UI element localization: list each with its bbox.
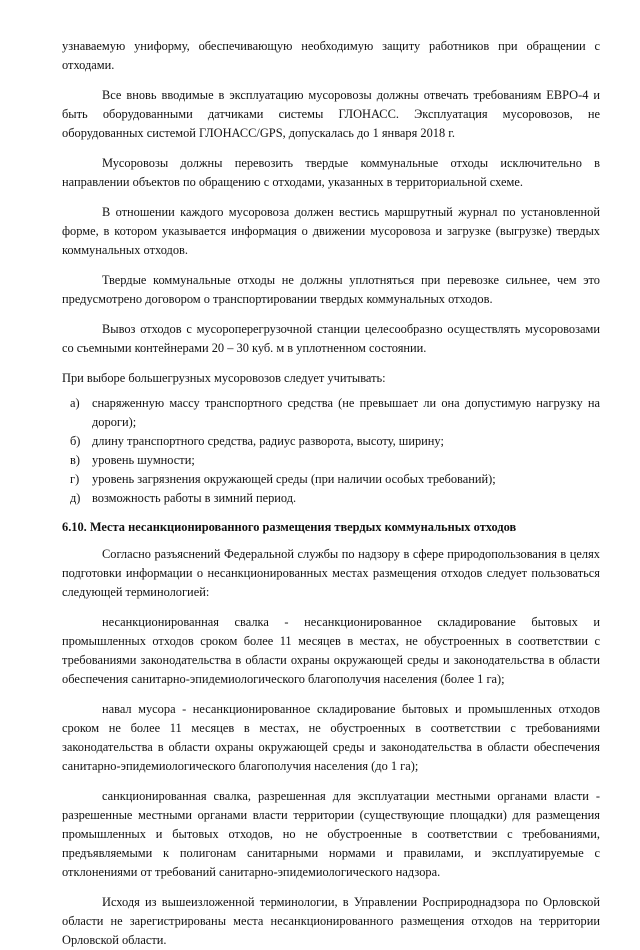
list-item bbox=[62, 489, 600, 508]
list-marker: б) bbox=[70, 434, 81, 448]
list-item bbox=[62, 394, 600, 432]
paragraph-garbage-heap: навал мусора - несанкционированное складирование бытовых и промышленных отходов сроком не более 11 месяцев в местах, не обустроенных в соответствии с требованиями законодательства в области охраны окружающей среды и законодательства в области обеспечения санитарно-эпидемиологического благополучия населения (до 1 га); bbox=[62, 702, 600, 773]
list-item-text: уровень шумности; bbox=[92, 453, 195, 467]
paragraph-list-intro: При выборе большегрузных мусоровозов следует учитывать: bbox=[62, 371, 386, 385]
list-item bbox=[62, 432, 600, 451]
list-marker: в) bbox=[70, 453, 80, 467]
truck-selection-list bbox=[62, 394, 600, 508]
paragraph-euro4-glonass: Все вновь вводимые в эксплуатацию мусоровозы должны отвечать требованиям ЕВРО-4 и быть оборудованными датчиками системы ГЛОНАСС. Эксплуатация мусоровозов, не оборудованных системой ГЛОНАСС/GPS, допускалась до 1 января 2018 г. bbox=[62, 88, 600, 140]
list-item bbox=[62, 451, 600, 470]
section-heading: 6.10. Места несанкционированного размещения твердых коммунальных отходов bbox=[62, 520, 517, 534]
paragraph-terminology-intro: Согласно разъяснений Федеральной службы по надзору в сфере природопользования в целях подготовки информации о несанкционированных местах размещения отходов следует пользоваться следующей терминологией: bbox=[62, 547, 600, 599]
list-marker: а) bbox=[70, 396, 80, 410]
paragraph-compaction: Твердые коммунальные отходы не должны уплотняться при перевозке сильнее, чем это предусмотрено договором о транспортировании твердых коммунальных отходов. bbox=[62, 273, 600, 306]
list-item-text: возможность работы в зимний период. bbox=[92, 491, 297, 505]
paragraph-authorized-dump: санкционированная свалка, разрешенная для эксплуатации местными органами власти - разрешенные местными органами власти территории (существующие площадки) для размещения промышленных и бытовых отходов, но не обустроенные в соответствии с требованиями, предъявляемыми к полигонам санитарными нормами и правилами, и эксплуатируемые с отклонениями от требований санитарно-эпидемиологического надзора. bbox=[62, 789, 600, 879]
paragraph-uniform: узнаваемую униформу, обеспечивающую необходимую защиту работников при обращении с отходами. bbox=[62, 39, 600, 72]
paragraph-transfer-station: Вывоз отходов с мусороперегрузочной станции целесообразно осуществлять мусоровозами со съемными контейнерами 20 – 30 куб. м в уплотненном состоянии. bbox=[62, 322, 600, 355]
list-item-text: уровень загрязнения окружающей среды (при наличии особых требований); bbox=[92, 472, 496, 486]
paragraph-route-journal: В отношении каждого мусоровоза должен вестись маршрутный журнал по установленной форме, в котором указывается информация о движении мусоровоза и загрузке (выгрузке) твердых коммунальных отходов. bbox=[62, 205, 600, 257]
list-item bbox=[62, 470, 600, 489]
paragraph-transport-direction: Мусоровозы должны перевозить твердые коммунальные отходы исключительно в направлении объектов по обращению с отходами, указанных в территориальной схеме. bbox=[62, 156, 600, 189]
list-marker: г) bbox=[70, 472, 80, 486]
paragraph-unauthorized-dump: несанкционированная свалка - несанкционированное складирование бытовых и промышленных отходов сроком более 11 месяцев в местах, не обустроенных в соответствии с требованиями законодательства в области охраны окружающей среды и законодательства в области обеспечения санитарно-эпидемиологического благополучия населения (более 1 га); bbox=[62, 615, 600, 686]
list-marker: д) bbox=[70, 491, 81, 505]
list-item-text: длину транспортного средства, радиус разворота, высоту, ширину; bbox=[92, 434, 444, 448]
list-item-text: снаряженную массу транспортного средства (не превышает ли она допустимую нагрузку на дороги); bbox=[92, 396, 600, 429]
paragraph-conclusion: Исходя из вышеизложенной терминологии, в Управлении Росприроднадзора по Орловской области не зарегистрированы места несанкционированного размещения отходов на территории Орловской области. bbox=[62, 895, 600, 947]
